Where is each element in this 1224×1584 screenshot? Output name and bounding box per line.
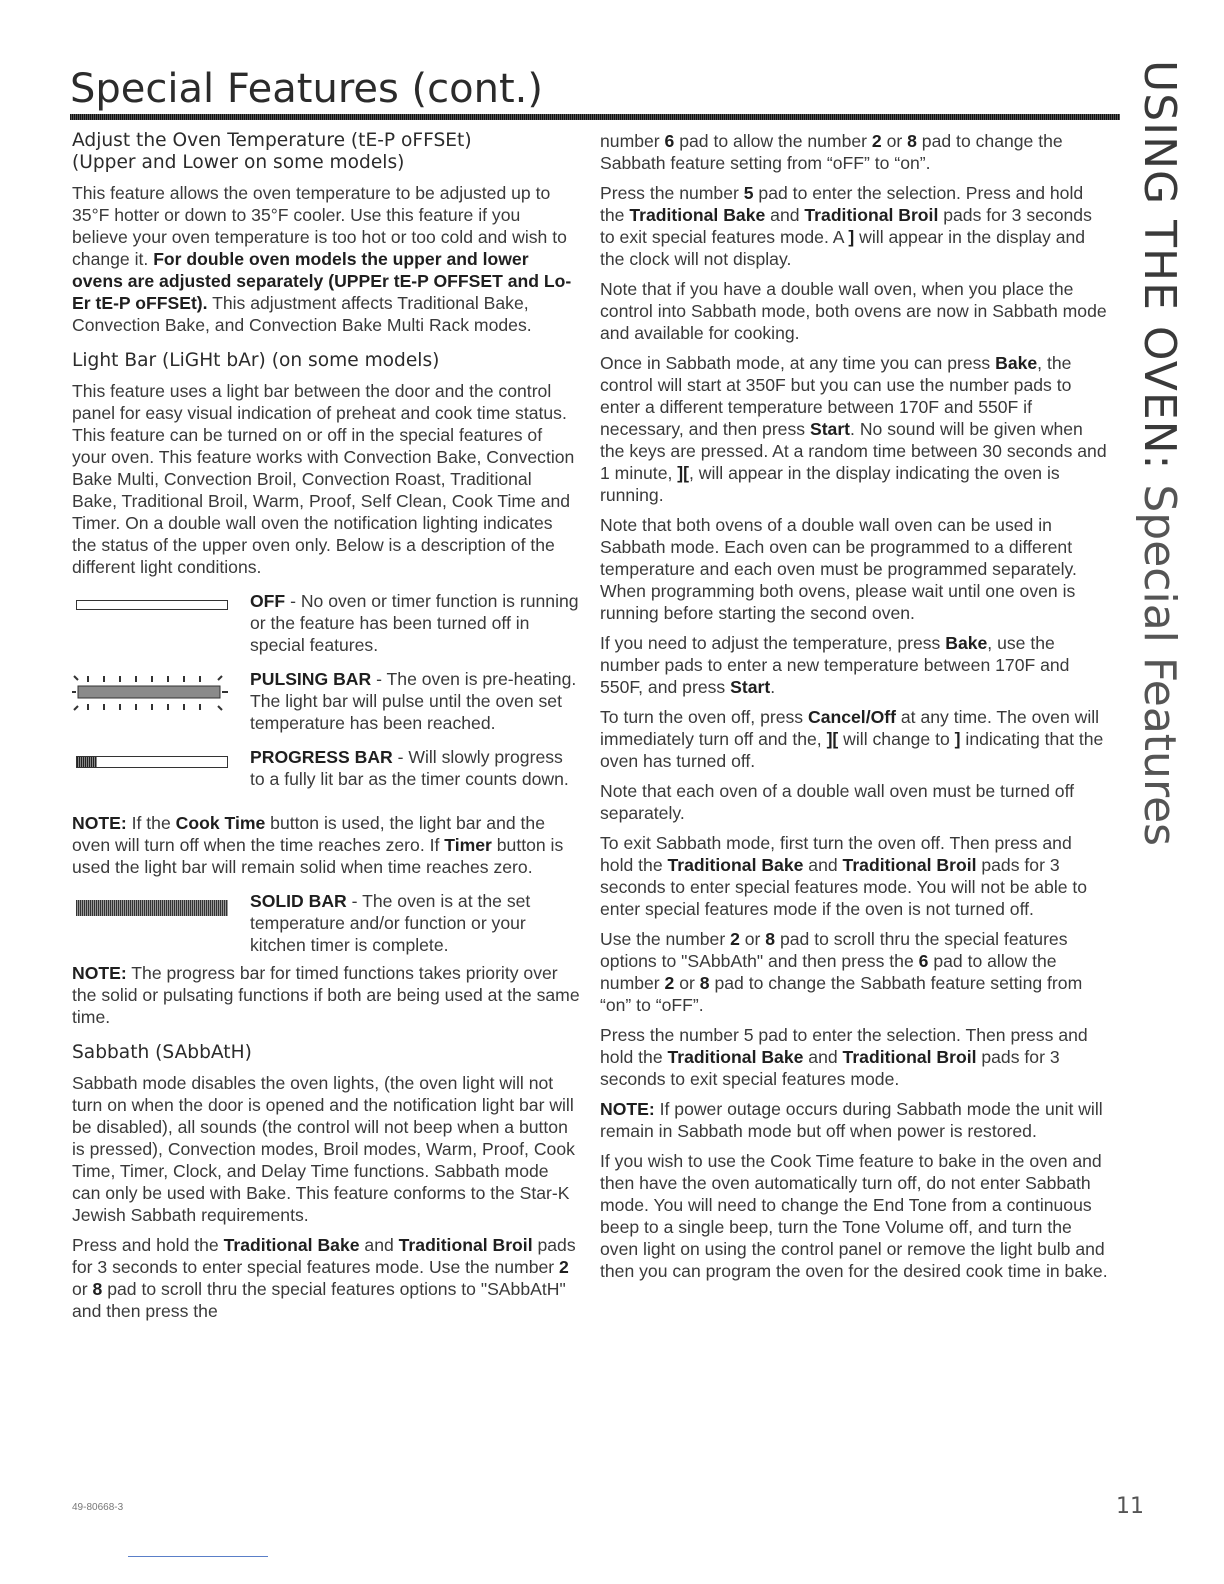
r10-8a: 8 [765, 929, 776, 949]
r4-b: , the control will start at 350F but you can use the number pads to enter a different temperature between 170F and 550F if necessary, and then press [600, 353, 1072, 439]
r2-broil: Traditional Broil [804, 205, 939, 225]
title-rule [70, 114, 1120, 120]
pulsing-bar-icon [72, 674, 232, 714]
r10-8b: 8 [699, 973, 710, 993]
r6-bake: Bake [945, 633, 988, 653]
oven-temp-heading [72, 130, 580, 174]
sab-p2-e: pad to scroll thru the special features options to "SAbbAtH" and then press the [72, 1279, 566, 1321]
bottom-line [128, 1556, 268, 1557]
bar-pulsing-row [72, 668, 580, 734]
right-para-13: If you wish to use the Cook Time feature to bake in the oven and then have the oven automatically turn off, do not enter Sabbath mode. You will need to change the End Tone from a continuous beep to a single beep, turn the Tone Volume off, and turn the oven light on using the control panel or remove the light bulb and then you can program the oven for the desired cook time in bake. [600, 1151, 1108, 1281]
r1-b: pad to allow the number [674, 131, 872, 151]
r1-6: 6 [664, 131, 675, 151]
oven-temp-bold: For double oven models the upper and lower ovens are adjusted separately (UPPEr tE-P OFFSET and Lo-Er tE-P oFFSEt). [72, 249, 572, 313]
r9-b: and [803, 855, 843, 875]
r1-8: 8 [907, 131, 917, 151]
sab-p2-bake: Traditional Bake [223, 1235, 360, 1255]
note1-text-b: button is used, the light bar and the oven will turn off when the time reaches zero. If [72, 813, 546, 855]
bar-progress-label: PROGRESS BAR [250, 747, 393, 767]
bar-off-graphic [72, 590, 250, 650]
bar-off-label: OFF [250, 591, 286, 611]
note-cook-time [72, 812, 580, 878]
right-para-12 [600, 1098, 1108, 1142]
r4-bake: Bake [995, 353, 1038, 373]
r10-d: pad to allow the number [600, 951, 1057, 993]
r10-c: pad to scroll thru the special features options to "SAbbAth" and then press the [600, 929, 1068, 971]
r1-c: or [881, 131, 908, 151]
side-section-tab [1128, 60, 1188, 847]
bar-pulsing-label: PULSING BAR [250, 669, 372, 689]
r1-2: 2 [871, 131, 882, 151]
r11-a: Press the number 5 pad to enter the selection. Then press and hold the [600, 1025, 1088, 1067]
r7-b: at any time. The oven will immediately turn off and the, [600, 707, 1100, 749]
page-number: 11 [1116, 1494, 1144, 1519]
r4-bracket: ][ [677, 463, 689, 483]
r10-b: or [739, 929, 766, 949]
r2-b: pad to enter the selection. Press and hold the [600, 183, 1084, 225]
r10-2a: 2 [730, 929, 740, 949]
note2-label: NOTE: [72, 963, 127, 983]
sab-p2-8: 8 [92, 1279, 103, 1299]
r11-broil: Traditional Broil [842, 1047, 977, 1067]
r10-e: or [674, 973, 700, 993]
r2-e: will appear in the display and the clock will not display. [600, 227, 1086, 269]
oven-temp-tail: This adjustment affects Traditional Bake, Convection Bake, and Convection Bake Multi Rack modes. [72, 293, 532, 335]
bar-progress-text: - Will slowly progress to a fully lit bar as the timer counts down. [250, 747, 569, 789]
note1-label: NOTE: [72, 813, 127, 833]
r9-a: To exit Sabbath mode, first turn the oven off. Then press and hold the [600, 833, 1072, 875]
sab-p2-2: 2 [559, 1257, 569, 1277]
r7-c: will change to [838, 729, 955, 749]
r7-d: indicating that the oven has turned off. [600, 729, 1104, 771]
right-para-2 [600, 182, 1108, 270]
right-para-5: Note that both ovens of a double wall oven can be used in Sabbath mode. Each oven can be programmed to a different temperature and each oven must be programmed separately. When programming both ovens, please wait until one oven is running before starting the second oven. [600, 515, 1077, 623]
sabbath-paragraph-1: Sabbath mode disables the oven lights, (the oven light will not turn on when the door is opened and the notification light bar will be disabled), all sounds (the control will not beep when a button is pressed), Convection modes, Broil modes, Warm, Proof, Cook Time, Timer, Clock, and Delay Time functions. Sabbath mode can only be used with Bake. This feature conforms to the Star-K Jewish Sabbath requirements. [72, 1073, 575, 1225]
sab-p2-broil: Traditional Broil [398, 1235, 533, 1255]
r7-bracket-1: ][ [826, 729, 839, 749]
r9-bake: Traditional Bake [667, 855, 804, 875]
r1-a: number [600, 131, 665, 151]
right-para-4 [600, 352, 1108, 506]
bar-off-row [72, 590, 580, 656]
light-bar-paragraph: This feature uses a light bar between the door and the control panel for easy visual indication of preheat and cook time status. This feature can be turned on or off in the special features of your oven. This feature works with Convection Bake, Convection Bake Multi, Convection Broil, Convection Roast, Traditional Bake, Traditional Broil, Warm, Proof, Self Clean, Cook Time and Timer. On a double wall oven the notification lighting indicates the status of the upper oven only. Below is a description of the different light conditions. [72, 381, 575, 577]
bar-solid-graphic [72, 890, 250, 950]
right-para-10 [600, 928, 1108, 1016]
r2-bracket: ] [848, 227, 855, 247]
page-title: Special Features (cont.) [70, 66, 543, 112]
r11-b: and [803, 1047, 843, 1067]
footer-code: 49-80668-3 [72, 1502, 124, 1513]
r1-d: pad to change the Sabbath feature setting from “oFF” to “on”. [600, 131, 1063, 173]
bar-solid-row [72, 890, 580, 956]
note-progress-priority [72, 962, 580, 1028]
right-column [600, 130, 1108, 1290]
right-para-9 [600, 832, 1108, 920]
r11-c: pads for 3 seconds to exit special features mode. [600, 1047, 1060, 1089]
sab-p2-b: and [359, 1235, 399, 1255]
r2-bake: Traditional Bake [629, 205, 766, 225]
r11-bake: Traditional Bake [667, 1047, 804, 1067]
side-tab-caps: USING THE OVEN: [1134, 60, 1185, 471]
r10-6: 6 [918, 951, 929, 971]
r7-bracket-2: ] [954, 729, 961, 749]
note1-cook-time: Cook Time [175, 813, 266, 833]
oven-temp-heading-line1: Adjust the Oven Temperature (tE-P oFFSEt) [72, 130, 472, 151]
sabbath-heading: Sabbath (SAbbAtH) [72, 1042, 252, 1063]
sab-p2-d: or [72, 1279, 93, 1299]
r4-a: Once in Sabbath mode, at any time you can press [600, 353, 996, 373]
bar-progress-row [72, 746, 580, 806]
r6-b: , use the number pads to enter a new temperature between 170F and 550F, and press [600, 633, 1070, 697]
r10-2b: 2 [664, 973, 675, 993]
r6-start: Start [730, 677, 771, 697]
r2-c: and [765, 205, 805, 225]
side-tab-text [1132, 60, 1186, 846]
r4-d: , will appear in the display indicating the oven is running. [600, 463, 1060, 505]
r9-broil: Traditional Broil [842, 855, 977, 875]
bar-solid-label: SOLID BAR [250, 891, 347, 911]
sab-p2-c: pads for 3 seconds to enter special features mode. Use the number [72, 1235, 576, 1277]
right-para-11 [600, 1024, 1108, 1090]
right-para-6 [600, 632, 1108, 698]
r10-f: pad to change the Sabbath feature setting from “on” to “oFF”. [600, 973, 1083, 1015]
r7-cancel: Cancel/Off [808, 707, 896, 727]
oven-temp-paragraph [72, 182, 580, 336]
r10-a: Use the number [600, 929, 731, 949]
r6-a: If you need to adjust the temperature, press [600, 633, 946, 653]
oven-temp-heading-line2: (Upper and Lower on some models) [72, 152, 405, 173]
bar-off-text: - No oven or timer function is running or the feature has been turned off in special features. [250, 591, 579, 655]
note1-timer: Timer [444, 835, 492, 855]
r12-text: If power outage occurs during Sabbath mode the unit will remain in Sabbath mode but off when power is restored. [600, 1099, 1103, 1141]
right-para-3: Note that if you have a double wall oven, when you place the control into Sabbath mode, both ovens are now in Sabbath mode and available for cooking. [600, 279, 1107, 343]
r12-note-label: NOTE: [600, 1099, 655, 1119]
side-tab-rest: Special Features [1134, 470, 1185, 847]
sabbath-paragraph-2 [72, 1234, 580, 1322]
r7-a: To turn the oven off, press [600, 707, 808, 727]
bar-pulsing-graphic [72, 668, 250, 728]
sab-p2-a: Press and hold the [72, 1235, 224, 1255]
note1-text-a: If the [126, 813, 176, 833]
left-column [72, 130, 580, 1330]
r4-c: . No sound will be given when the keys are pressed. At a random time between 30 seconds and 1 minute, [600, 419, 1107, 483]
bar-progress-graphic [72, 746, 250, 806]
r9-c: pads for 3 seconds to enter special features mode. You will not be able to enter special features mode if the oven is not turned off. [600, 855, 1088, 919]
r2-5: 5 [743, 183, 754, 203]
light-bar-heading: Light Bar (LiGHt bAr) (on some models) [72, 350, 440, 371]
note1-text-c: button is used the light bar will remain solid when time reaches zero. [72, 835, 564, 877]
right-para-8: Note that each oven of a double wall oven must be turned off separately. [600, 781, 1075, 823]
r2-d: pads for 3 seconds to exit special features mode. A [600, 205, 1092, 247]
right-para-1 [600, 130, 1108, 174]
oven-temp-text: This feature allows the oven temperature to be adjusted up to 35°F hotter or down to 35°F cooler. Use this feature if you believe your oven temperature is too hot or too cold and wish to change it. [72, 183, 567, 269]
note2-text: The progress bar for timed functions takes priority over the solid or pulsating functions if both are being used at the same time. [72, 963, 580, 1027]
bar-solid-text: - The oven is at the set temperature and/or function or your kitchen timer is complete. [250, 891, 531, 955]
r2-a: Press the number [600, 183, 744, 203]
right-para-7 [600, 706, 1108, 772]
r6-c: . [770, 677, 776, 697]
bar-pulsing-text: - The oven is pre-heating. The light bar will pulse until the oven set temperature has been reached. [250, 669, 577, 733]
r4-start: Start [809, 419, 851, 439]
